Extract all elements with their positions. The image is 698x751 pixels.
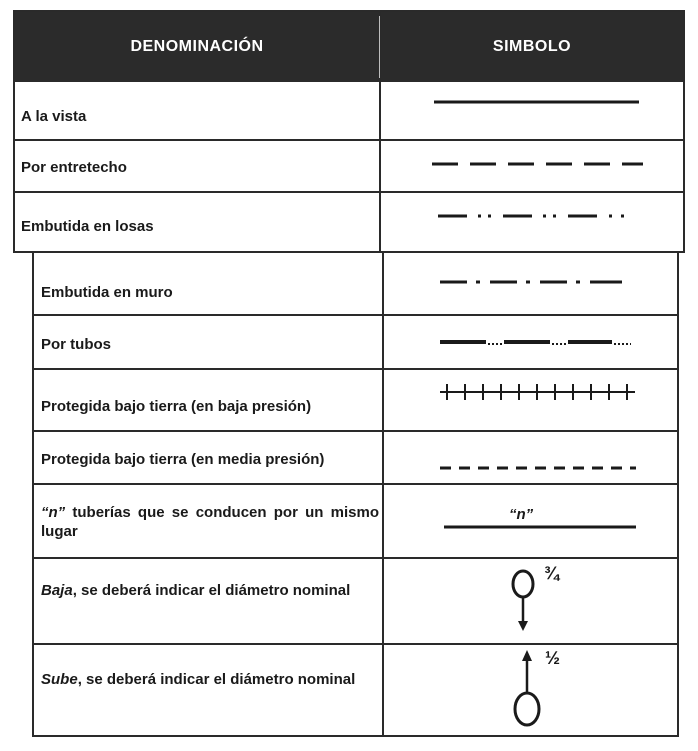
row-label-por-tubos: Por tubos xyxy=(41,336,111,353)
symbols-lower xyxy=(34,253,681,737)
plus-line-symbol xyxy=(440,384,635,400)
label-rest: tuberías que se conducen por un mismo lugar xyxy=(41,504,379,540)
row-label-baja-presion: Protegida bajo tierra (en baja presión) xyxy=(41,398,312,415)
row-label-a-la-vista: A la vista xyxy=(21,108,87,125)
up-arrow-circle-symbol xyxy=(515,650,539,725)
label-italic: Baja xyxy=(41,582,73,599)
diameter-one-half: ½ xyxy=(545,648,561,668)
label-rest: , se deberá indicar el diámetro nominal xyxy=(77,671,356,688)
n-symbol-label xyxy=(509,505,533,524)
label-italic: “n” xyxy=(41,504,66,521)
n-symbol-text: “n” xyxy=(509,506,534,523)
row-label-por-entretecho: Por entretecho xyxy=(21,159,127,176)
table-lower xyxy=(32,253,679,737)
row-label-media-presion: Protegida bajo tierra (en media presión) xyxy=(41,451,325,468)
label-rest: , se deberá indicar el diámetro nominal xyxy=(72,582,351,599)
thick-dotted-segment-line-symbol xyxy=(440,342,631,344)
down-arrow-circle-symbol xyxy=(513,571,533,631)
table-upper xyxy=(13,10,685,253)
diameter-three-quarters: ¾ xyxy=(544,563,560,583)
symbols-upper xyxy=(15,12,687,255)
row-label-embutida-en-losas: Embutida en losas xyxy=(21,218,154,235)
header-denominacion: DENOMINACIÓN xyxy=(130,38,264,55)
header-simbolo: SIMBOLO xyxy=(492,38,572,55)
label-italic: Sube xyxy=(41,671,78,688)
row-label-embutida-en-muro: Embutida en muro xyxy=(41,284,173,301)
